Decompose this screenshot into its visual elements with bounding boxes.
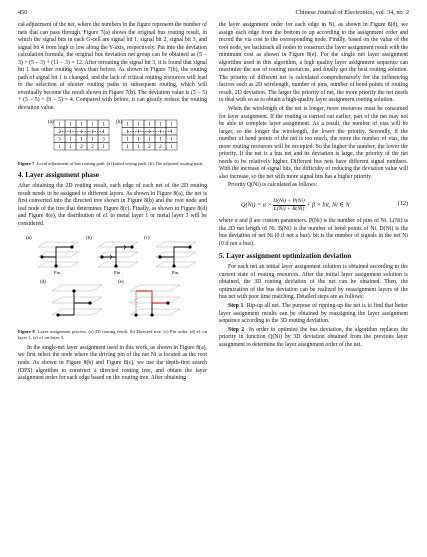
grid-cell-value: 1	[102, 144, 105, 150]
figure-7a-grid	[54, 120, 109, 150]
figure-8-graphic	[18, 231, 207, 323]
grid-cell-value: 1	[91, 129, 94, 135]
grid-cell-value: 1	[91, 122, 94, 128]
step-label: Step 2	[228, 326, 245, 333]
grid-cell-value: 2	[80, 144, 83, 150]
right-column	[219, 22, 408, 350]
paragraph: Priority Q(Ni) is calculated as follows:	[228, 182, 318, 189]
grid-cell-value: 1	[159, 137, 162, 143]
figure-8c	[144, 236, 196, 275]
grid-cell-value: 2	[91, 144, 94, 150]
figure-7-caption	[18, 161, 207, 167]
grid-cell-value: 1	[102, 122, 105, 128]
grid-cell-value: 1	[126, 144, 129, 150]
paragraph: where α and β are custom parameters. P(Ni) is the number of pins of Ni. L(Ni) is the 2D net length of Ni. B(Ni) is the number of bend points of Ni. D(Ni) is the bus deviation of net Ni (0 if not a bus). bit is the number of signals in the net Ni (0 if not a bus).	[219, 218, 408, 247]
grid-cell-value: 1	[69, 122, 72, 128]
figure-8b	[86, 236, 138, 275]
equation-number: (12)	[397, 200, 408, 208]
grid-cell-value: 1	[148, 122, 151, 128]
grid-cell-value: 1	[126, 129, 129, 135]
step-label: Step 1	[228, 302, 244, 309]
grid-cell-value: 1	[126, 122, 129, 128]
equation-numerator: D(Ni) + P(Ni)	[273, 198, 305, 205]
figure-8-caption	[18, 329, 207, 341]
pin-label: Pin	[114, 270, 121, 276]
pin-label: Pin	[54, 270, 61, 276]
paragraph: When the wirelength of the net is longer, more resources must be consumed for layer assignment. If the routing is carried out earlier, part of the net may not be able to complete layer assignment. As a result, the number of vias will be larger, so the longer the wirelength, the lower the priority. Secondly, if the number of bend points of the net is too much, the more the number of vias, the more routing resources will be occupied. So the higher the number, the lower the priority. If the net is a bus net and its deviation is large, the priority of the net needs to be relatively higher. Different bus nets have different signal numbers. With the increase of signal bits, the difficulty of reducing the deviation value will also increase, so the net with more signal bits has a higher priority.	[219, 106, 408, 180]
grid-cell-value: 1	[58, 122, 61, 128]
pin-label: Pin	[172, 270, 179, 276]
grid-cell-value: 1	[91, 137, 94, 143]
figure-8e-label: (e)	[118, 280, 124, 286]
section-4-title: 4. Layer assignment phase	[18, 171, 99, 180]
grid-cell-value: 1	[69, 129, 72, 135]
grid-cell-value: 3	[58, 137, 61, 143]
figure-7b-label: (b)	[116, 119, 122, 125]
figure-7a-label: (a)	[48, 119, 54, 125]
paragraph: the layer assignment order for each edge in Ni, as shown in Figure 8(d), we assign each edge from the bottom to up according to the assignment order and record the via cost to the corresponding node. Finally, based on the value of the root node, we backtrack all nodes to construct the layer assignment result with the minimum cost as shown in Figure 8(e). For the single net layer assignment algorithm used in this algorithm, a high quality layer assignment sequence can maximize the use of routing resources, and finally get the best routing solution. The priority of different net is calculated comprehensively for the influencing factors such as 2D wirelength, number of pins, number of bend points of routing result, 2D deviation. The larger the priority of net, the more priority the net needs to deal with so as to obtain a high-quality layer assignment routing solution.	[219, 22, 408, 104]
grid-cell-value: 1	[80, 122, 83, 128]
caption-text: Local adjustment of bus routing path. (a) Initial wiring path. (b) The adjusted routing path.	[36, 161, 204, 167]
step-text: In order to optimize the bus deviation, the algorithm replaces the priority in function Q(Ni) by 3D deviation obtained from the previous layer assignment to determine the layer assignment order of the net.	[219, 326, 408, 348]
grid-cell-value: 1	[102, 129, 105, 135]
equation-12	[219, 193, 408, 215]
figure-8e	[118, 280, 180, 317]
paragraph: For each net an initial layer assignment solution is obtained according to the current state of routing resources. After the initial layer assignment solution is obtained, the 3D routing deviation of the net can be obtained. Then, the optimization of the bus deviation can be realized by reassignment layers of the bus net with poor time matching. Detailed steps are as follows:	[219, 264, 408, 301]
grid-cell-value: 1	[170, 122, 173, 128]
grid-cell-value: 1	[170, 129, 173, 135]
grid-cell-value: 1	[137, 144, 140, 150]
grid-cell-value: 2	[58, 129, 61, 135]
caption-label: Figure 8	[18, 328, 35, 334]
figure-7	[18, 116, 207, 160]
grid-cell-value: 1	[148, 137, 151, 143]
step-2	[219, 327, 408, 350]
grid-cell-value: 2	[159, 144, 162, 150]
grid-cell-value: 1	[170, 144, 173, 150]
grid-cell-value: 2	[148, 144, 151, 150]
figure-8	[18, 231, 207, 327]
figure-8a-label: (a)	[26, 236, 32, 242]
page-number: 450	[18, 9, 28, 16]
figure-8d-label: (d)	[40, 280, 46, 286]
figure-8a	[26, 236, 78, 275]
figure-7-graphic	[18, 116, 207, 156]
grid-cell-value: 1	[69, 144, 72, 150]
figure-8d	[40, 280, 102, 317]
grid-cell-value: 1	[148, 129, 151, 135]
grid-cell-value: 1	[58, 144, 61, 150]
grid-cell-value: 1	[80, 129, 83, 135]
step-1	[219, 303, 408, 326]
grid-cell-value: 1	[80, 137, 83, 143]
equation-denominator: L(Ni) + B(Ni)	[273, 205, 305, 212]
grid-cell-value: 1	[137, 137, 140, 143]
grid-cell-value: 1	[126, 137, 129, 143]
grid-cell-value: 1	[69, 137, 72, 143]
grid-cell-value: 1	[159, 122, 162, 128]
running-header	[18, 8, 409, 18]
grid-cell-value: 1	[137, 129, 140, 135]
caption-text: Layer assignment process. (a) 2D routing result. (b) Directed tree. (c) Pin order. (d) e1 on layer 1. (e) e1 on layer 3.	[18, 328, 208, 340]
grid-cell-value: 1	[170, 137, 173, 143]
paragraph: In the single-net layer assignment used in this work, as shown in Figure 8(a), we first select the node where the driving pin of the net Ni is located as the root node. As shown in Figure 8(b) and Figure 8(c), we use the depth-first search (DFS) algorithm to construct a directed routing tree, and obtain the layer assignment order for each edge based on the routing tree. After obtaining	[18, 344, 207, 382]
figure-7b-grid	[122, 120, 177, 150]
left-column	[18, 22, 207, 384]
step-text: Rip-up all net. The purpose of ripping-up the net is to find that better layer assignment results can be obtained by reassigning the layer assignment sequence according to the 3D routing deviation.	[219, 302, 408, 325]
paragraph: After obtaining the 2D routing result, each edge of each net of the 2D routing result needs to be assigned to different layers. As shown in Figure 8(a), the net is first converted into the directed tree shown in Figure 8(b) and the root node and leaf node of the tree that determines Figure 8(c). Finally, as shown in Figure 8(d) and Figure 8(e), the distribution of e1 to metal layer 1 or metal layer 3 will be considered.	[18, 183, 207, 227]
section-5-title: 5. Layer assignment optimization deviation	[219, 252, 352, 261]
grid-cell-value: 3	[102, 137, 105, 143]
figure-8b-label: (b)	[86, 236, 92, 242]
equation-body	[241, 198, 350, 212]
caption-label: Figure 7	[18, 161, 35, 167]
journal-name: Chinese Journal of Electronics, vol. 34, no. 2	[295, 9, 409, 16]
figure-8c-label: (c)	[144, 236, 150, 242]
equation-fraction	[273, 198, 305, 212]
paragraph: cal adjustment of the net, where the numbers in the figure represent the number of nets that can pass through. Figure 7(a) shows the original bus routing result, in which the signal bits in each G-cell are signal bit 1, signal bit 2, signal bit 3, and signal bit 4 from high to low along the Y-axis, respectively. Put into the deviation calculation formula, the original bus deviation net group can be obtained as (5 − 3) + (5 − 3) + (11 − 3) = 12. After rerouting the signal bit 3, it is found that signal bit 1 has other routing ways than before. As shown in Figure 7(b), the routing path of signal bit 1 is changed, and the lack of critical routing resources will lead to the selection of shorter routing paths in subsequent routing, which will eventually become the result shown in Figure 7(b). The deviation value is (5 − 5) + (5 − 5) + (9 − 5) = 4. Compared with before, it can greatly reduce the routing deviation value.	[18, 22, 207, 112]
grid-cell-value: 1	[159, 129, 162, 135]
grid-cell-value: 1	[137, 122, 140, 128]
equation-lhs: Q(Ni) = α ×	[241, 201, 272, 209]
equation-rhs: + β × bit, Ni ∈ N	[306, 201, 350, 209]
